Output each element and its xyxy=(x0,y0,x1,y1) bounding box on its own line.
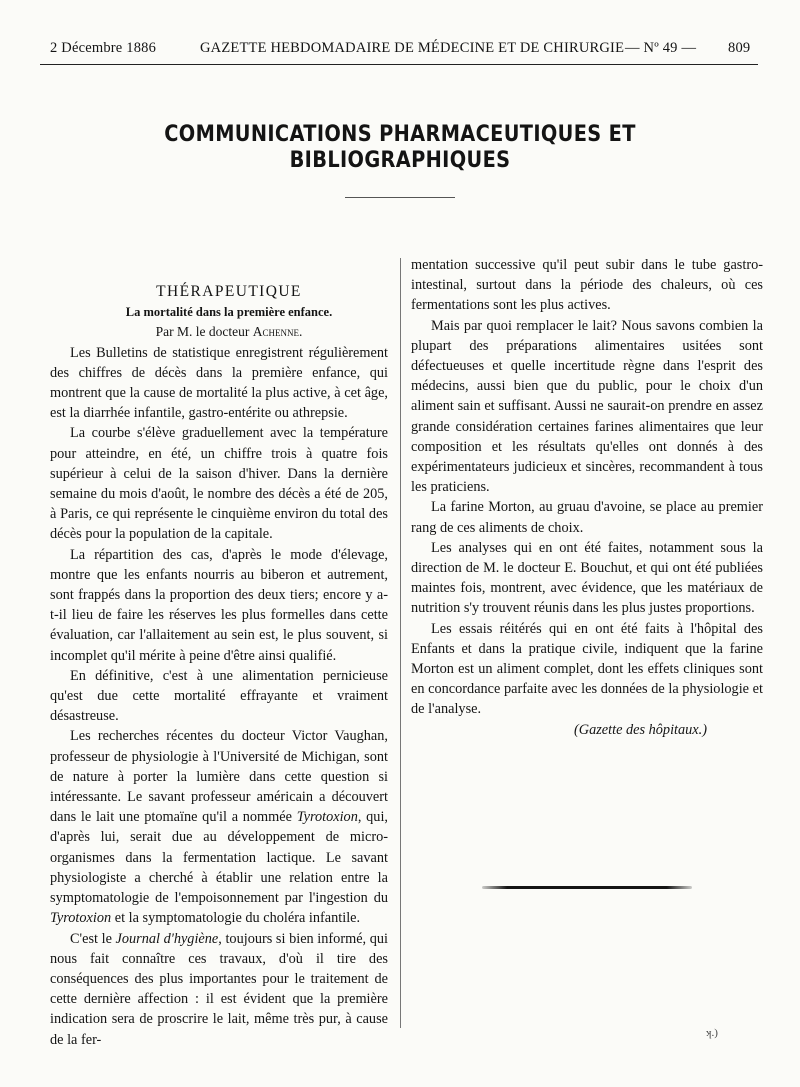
text-run: Les recherches récentes du docteur Victor Vaughan, professeur de physiologie à l'Université de Michigan, sont de nature à porter la lumière dans cette question si intéressante. Le savant professeur américain a découvert dans le lait une ptomaïne qu'il a nommée xyxy=(50,728,388,826)
article-heading: THÉRAPEUTIQUE xyxy=(156,283,302,300)
column-divider xyxy=(400,258,401,1028)
title-divider xyxy=(345,197,455,198)
source-citation: (Gazette des hôpitaux.) xyxy=(573,721,707,738)
text-run: , qui, d'après lui, serait due au développement de micro-organismes dans la fermentation lactique. Le savant physiologiste a cherché à établir une relation entre la symptomatologie de l'empoisonnement par l'ingestion du xyxy=(50,809,388,907)
left-column xyxy=(50,282,388,1050)
emphasis-term: Tyrotoxion xyxy=(296,809,358,826)
byline-prefix: Par M. le docteur xyxy=(155,324,250,340)
emphasis-journal: Journal d'hygiène xyxy=(115,930,219,947)
article-subtitle: La mortalité dans la première enfance. xyxy=(125,305,333,320)
article-byline xyxy=(50,322,388,342)
header-issue-number: — Nº 49 — xyxy=(625,40,697,56)
paragraph: Les analyses qui en ont été faites, notamment sous la direction de M. le docteur E. Bouchut, et qui ont été publiées maintes fois, montrent, avec évidence, que les matériaux de nutrition s'y trouvent réunis dans les plus justes proportions. xyxy=(411,539,763,617)
author-name: Achenne. xyxy=(252,324,303,340)
paragraph: En définitive, c'est à une alimentation pernicieuse qu'est due cette mortalité effrayante et vraiment désastreuse. xyxy=(50,667,388,725)
paragraph: La répartition des cas, d'après le mode d'élevage, montre que les enfants nourris au biberon et autrement, sont frappés dans la proportion des deux tiers; encore y a-t-il lieu de faire les réserves les plus formelles dans cette évaluation, car l'allaitement au sein est, le plus souvent, si incomplet qu'il mérite à peine d'être ainsi qualifié. xyxy=(50,546,388,664)
header-rule xyxy=(40,64,758,65)
header-date: 2 Décembre 1886 xyxy=(50,40,157,56)
running-header xyxy=(40,40,760,62)
paragraph: Les Bulletins de statistique enregistrent régulièrement des chiffres de décès dans la première enfance, qui montrent que la cause de mortalité la plus active, à cet âge, est la diarrhée infantile, gastro-entérite ou athrepsie. xyxy=(50,344,388,422)
footer-mark: ʞ.) xyxy=(706,1027,718,1039)
paragraph: Mais par quoi remplacer le lait? Nous savons combien la plupart des préparations alimentaires usitées sont défectueuses et quelle incertitude règne dans l'esprit des médecins, aussi bien que du public, pour le choix d'un aliment sain et suffisant. Aussi ne saurait-on prendre en assez grande considération certaines farines alimentaires que leur composition et les résultats qu'elles ont donnés à des expérimentateurs judicieux et sincères, recommandent à tous les praticiens. xyxy=(411,317,763,496)
header-page-number: 809 xyxy=(728,40,751,56)
paragraph: La courbe s'élève graduellement avec la température pour atteindre, en été, un chiffre trois à quatre fois supérieur à celui de la saison d'hiver. Dans la dernière semaine du mois d'août, le nombre des décès a été de 205, à Paris, ce qui représente le cinquième environ du total des décès pour la population de la capitale. xyxy=(50,425,388,543)
end-rule xyxy=(482,886,692,889)
right-column xyxy=(411,255,763,740)
section-title: COMMUNICATIONS PHARMACEUTIQUES ET BIBLIOGRAPHIQUES xyxy=(164,121,636,173)
paragraph-journal xyxy=(50,929,388,1050)
header-journal-title: GAZETTE HEBDOMADAIRE DE MÉDECINE ET DE CHIRURGIE xyxy=(200,40,625,56)
text-run: C'est le xyxy=(70,930,116,947)
text-run: et la symptomatologie du choléra infantile. xyxy=(111,910,361,927)
paragraph: Les essais réitérés qui en ont été faits à l'hôpital des Enfants et dans la pratique civile, indiquent que la farine Morton est un aliment complet, dont les effets cliniques sont en concordance parfaite avec les données de la physiologie et de l'analyse. xyxy=(411,620,763,718)
paragraph-vaughan xyxy=(50,726,388,928)
emphasis-term: Tyrotoxion xyxy=(50,910,112,927)
text-run: , toujours si bien informé, qui nous fait connaître ces travaux, d'où il tire des conséquences des plus importantes pour le traitement de cette dernière affection : il est évident que la première indication sera de proscrire le lait, même très pur, à cause de la fer- xyxy=(50,930,388,1048)
paragraph: La farine Morton, au gruau d'avoine, se place au premier rang de ces aliments de choix. xyxy=(411,499,763,536)
paragraph-continuation: mentation successive qu'il peut subir dans le tube gastro-intestinal, surtout dans la période des chaleurs, où ces fermentations sont les plus actives. xyxy=(411,257,763,314)
